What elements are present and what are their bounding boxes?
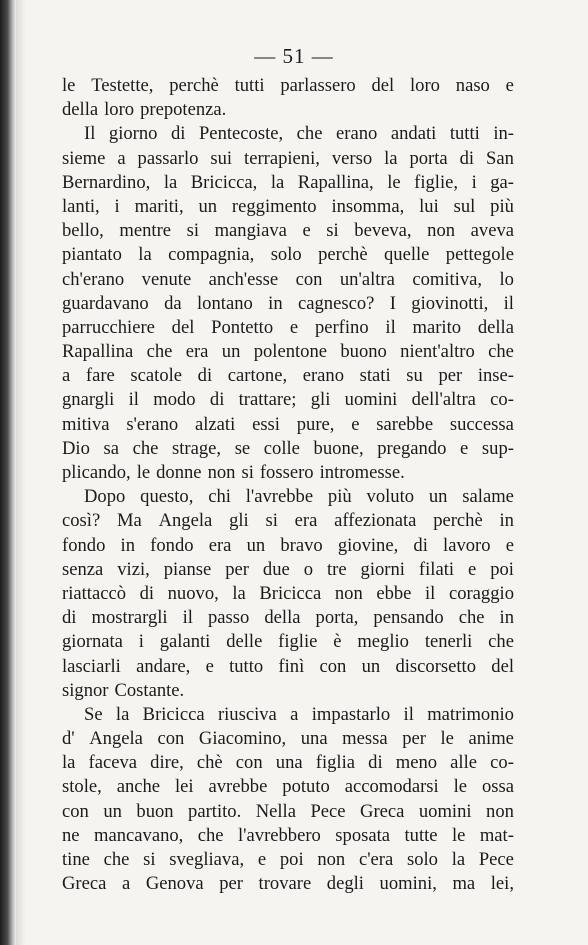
- text-line: fondo in fondo era un bravo giovine, di lavoro e: [62, 534, 514, 556]
- text-line: parrucchiere del Pontetto e perfino il marito della: [62, 316, 514, 338]
- text-line: signor Costante.: [62, 679, 185, 701]
- text-line: senza vizi, pianse per due o tre giorni filati e poi: [62, 558, 514, 580]
- text-line: ne mancavano, che l'avrebbero sposata tutte le mat-: [62, 824, 514, 846]
- text-line: Rapallina che era un polentone buono nient'altro che: [62, 341, 514, 363]
- text-line: la faceva dire, chè con una figlia di meno alle co-: [62, 752, 514, 774]
- text-line: sieme a passarlo sui terrapieni, verso la porta di San: [62, 147, 514, 169]
- text-line: Dio sa che strage, se colle buone, pregando e sup-: [62, 437, 514, 459]
- text-line: Se la Bricicca riusciva a impastarlo il matrimonio: [84, 703, 514, 725]
- book-binding-edge: [0, 0, 16, 945]
- text-line: stole, anche lei avrebbe potuto accomodarsi le ossa: [62, 776, 514, 798]
- text-line: con un buon partito. Nella Pece Greca uomini non: [62, 800, 514, 822]
- page-number: — 51 —: [254, 44, 334, 68]
- text-line: Greca a Genova per trovare degli uomini, ma lei,: [62, 873, 514, 895]
- text-line: di mostrargli il passo della porta, pensando che in: [62, 607, 514, 629]
- text-line: Bernardino, la Bricicca, la Rapallina, le figlie, i ga-: [62, 171, 514, 193]
- gutter-shadow: [16, 0, 26, 945]
- text-line: lanti, i mariti, un reggimento insomma, lui sul più: [62, 195, 514, 217]
- body-text: [62, 74, 514, 896]
- text-line: mitiva s'erano alzati essi pure, e sarebbe successa: [62, 413, 514, 435]
- text-line: lasciarli andare, e tutto finì con un discorsetto del: [62, 655, 514, 677]
- text-line: della loro prepotenza.: [62, 99, 227, 121]
- text-line: a fare scatole di cartone, erano stati su per inse-: [62, 365, 514, 387]
- text-line: gnargli il modo di trattare; gli uomini dell'altra co-: [62, 389, 514, 411]
- text-line: tine che si svegliava, e poi non c'era solo la Pece: [62, 849, 514, 870]
- text-line: piantato la compagnia, solo perchè quelle pettegole: [62, 244, 514, 266]
- text-line: ch'erano venute anch'esse con un'altra comitiva, lo: [62, 268, 514, 290]
- text-line: guardavano da lontano in cagnesco? I giovinotti, il: [62, 292, 514, 314]
- text-line: bello, mentre si mangiava e si beveva, non aveva: [62, 220, 514, 242]
- text-line: così? Ma Angela gli si era affezionata perchè in: [62, 510, 514, 532]
- text-line: plicando, le donne non si fossero intromesse.: [62, 462, 405, 483]
- text-line: Dopo questo, chi l'avrebbe più voluto un salame: [84, 486, 514, 508]
- text-line: giornata i galanti delle figlie è meglio tenerli che: [62, 631, 514, 653]
- text-line: le Testette, perchè tutti parlassero del loro naso e: [62, 75, 514, 96]
- text-line: d' Angela con Giacomino, una messa per le anime: [62, 728, 514, 750]
- text-line: Il giorno di Pentecoste, che erano andati tutti in-: [84, 123, 514, 145]
- text-line: riattaccò di nuovo, la Bricicca non ebbe il coraggio: [62, 582, 514, 604]
